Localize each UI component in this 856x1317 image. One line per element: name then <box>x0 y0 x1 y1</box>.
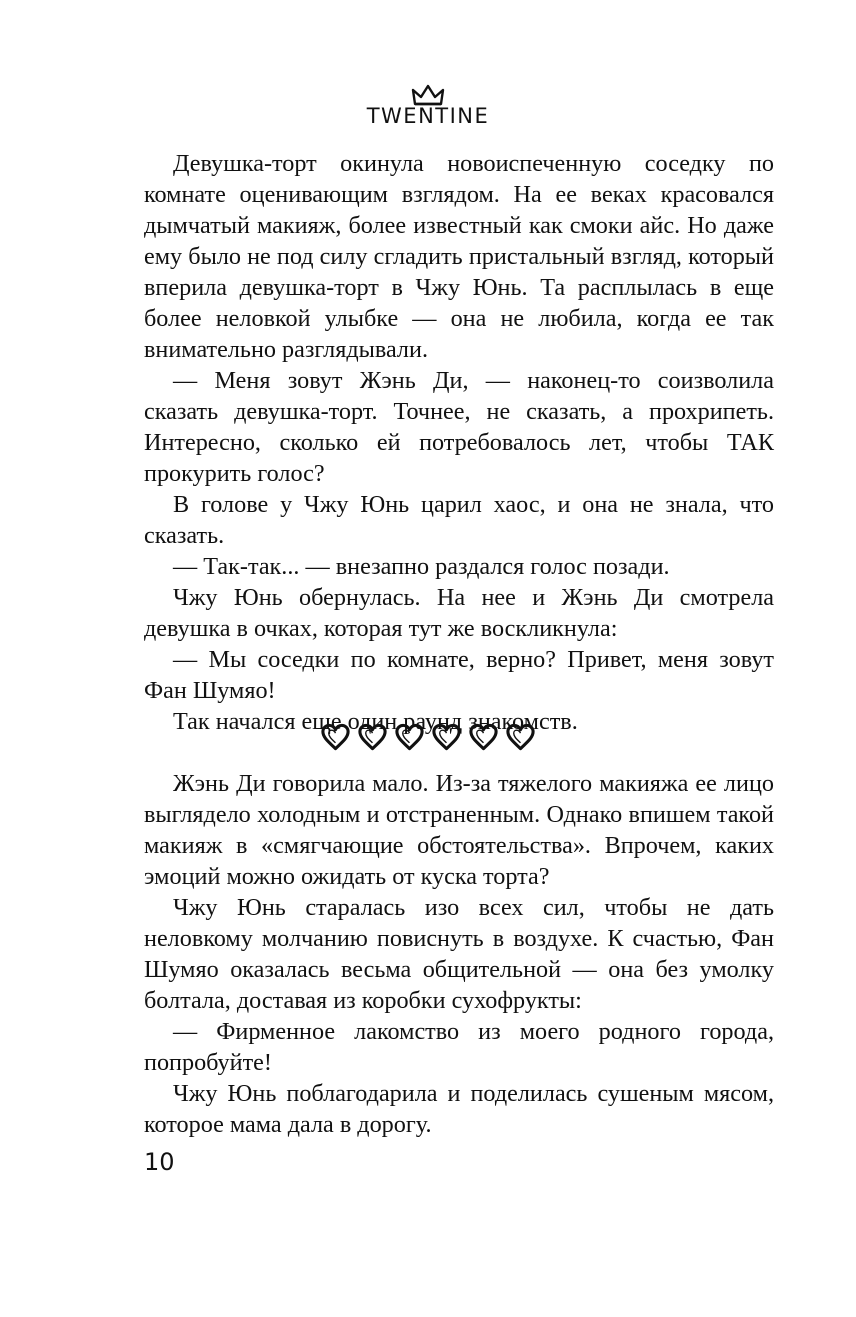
paragraph: Так начался еще один раунд знакомств. <box>173 708 578 735</box>
heart-outline-icon <box>468 722 499 752</box>
heart-outline-icon <box>505 722 536 752</box>
paragraph: Девушка-торт окинула новоиспеченную соседку по комнате оценивающим взглядом. На ее веках красовался дымчатый макияж, более известный как смоки айс. Но даже ему было не под силу сгладить пристальный взгляд, который вперила девушка-торт в Чжу Юнь. Та расплылась в еще более неловкой улыбке — она не любила, когда ее так внимательно разглядывали. <box>144 150 774 363</box>
paragraph: — Так-так... — внезапно раздался голос позади. <box>173 553 670 580</box>
paragraph: Чжу Юнь обернулась. На нее и Жэнь Ди смотрела девушка в очках, которая тут же воскликнула: <box>144 584 774 642</box>
section-divider <box>0 722 856 752</box>
crown-icon <box>411 84 445 106</box>
page-number: 10 <box>144 1148 175 1176</box>
paragraph: В голове у Чжу Юнь царил хаос, и она не знала, что сказать. <box>144 491 774 549</box>
page-header <box>0 84 856 128</box>
paragraph: — Меня зовут Жэнь Ди, — наконец-то соизволила сказать девушка-торт. Точнее, не сказать, а прохрипеть. Интересно, сколько ей потребовалось лет, чтобы ТАК прокурить голос? <box>144 367 774 487</box>
paragraph: Чжу Юнь поблагодарила и поделилась сушеным мясом, которое мама дала в дорогу. <box>144 1080 774 1138</box>
paragraph: Чжу Юнь старалась изо всех сил, чтобы не дать неловкому молчанию повиснуть в воздухе. К счастью, Фан Шумяо оказалась весьма общительной — она без умолку болтала, доставая из коробки сухофрукты: <box>144 894 774 1014</box>
heart-outline-icon <box>357 722 388 752</box>
heart-outline-icon <box>431 722 462 752</box>
paragraph: Жэнь Ди говорила мало. Из-за тяжелого макияжа ее лицо выглядело холодным и отстраненным. Однако впишем такой макияж в «смягчающие обстоятельства». Впрочем, каких эмоций можно ожидать от куска торта? <box>144 770 774 890</box>
text-section-bottom <box>144 768 774 1140</box>
text-section-top <box>144 148 774 737</box>
paragraph: — Фирменное лакомство из моего родного города, попробуйте! <box>144 1018 774 1076</box>
heart-outline-icon <box>320 722 351 752</box>
paragraph: — Мы соседки по комнате, верно? Привет, меня зовут Фан Шумяо! <box>144 646 774 704</box>
brand-name: TWENTINE <box>366 104 490 128</box>
heart-outline-icon <box>394 722 425 752</box>
